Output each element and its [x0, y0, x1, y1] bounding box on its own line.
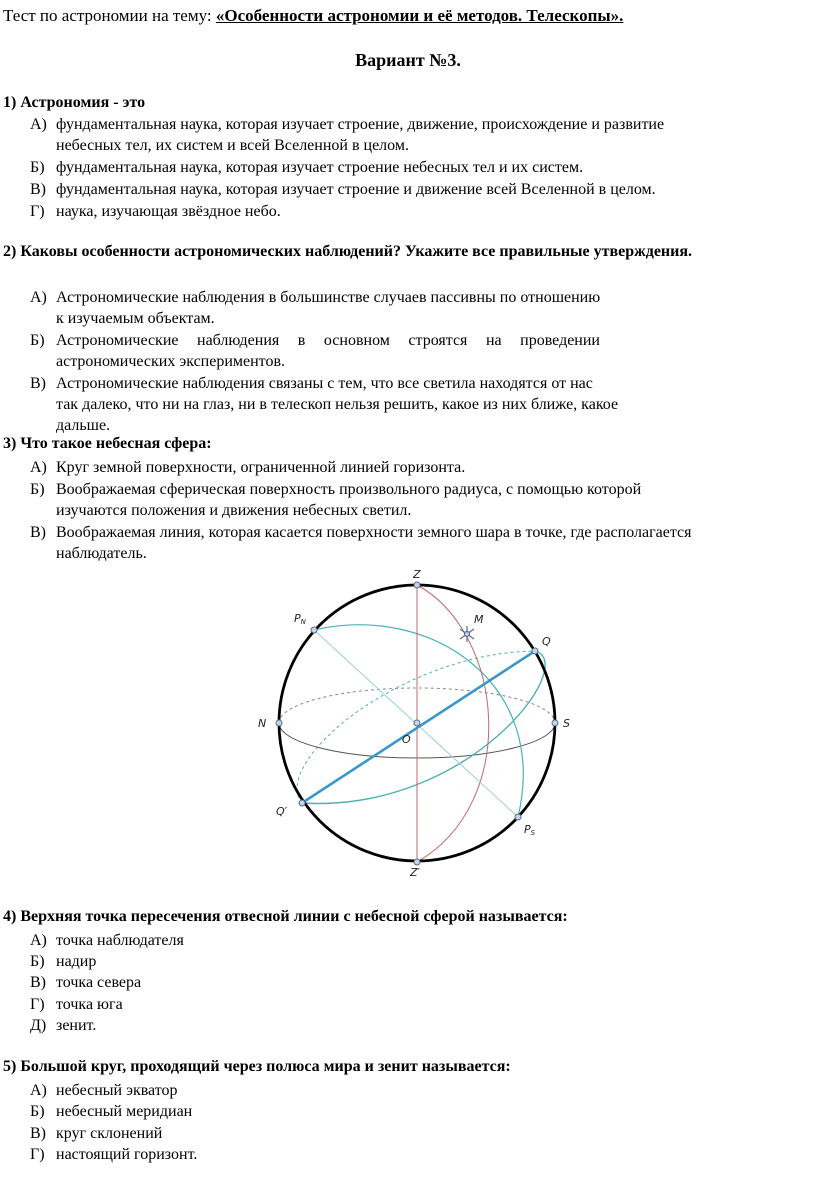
question-4: 4) Верхняя точка пересечения отвесной линии с небесной сферой называется: — [3, 908, 568, 925]
north-pole-point — [311, 627, 317, 633]
answer-option[interactable]: Б) небесный меридиан — [30, 1103, 193, 1120]
eq-bottom-point — [299, 800, 305, 806]
answer-option[interactable]: А) фундаментальная наука, которая изучает строение, движение, происхождение и развитие небесных тел, их систем и всей Вселенной в целом. — [30, 116, 665, 154]
label-eq-bottom: Q′ — [276, 805, 288, 818]
variant-heading: Вариант №3. — [355, 50, 461, 70]
label-north-pole: PN — [294, 612, 306, 626]
question-2: 2) Каковы особенности астрономических наблюдений? Укажите все правильные утверждения. — [3, 243, 693, 260]
answer-option[interactable]: В) фундаментальная наука, которая изучает строение и движение всей Вселенной в целом. — [30, 181, 656, 198]
answer-option[interactable]: Г) наука, изучающая звёздное небо. — [30, 203, 281, 220]
answer-option[interactable]: Г) точка юга — [30, 996, 123, 1013]
celestial-sphere-diagram — [250, 563, 590, 883]
eq-top-point — [532, 648, 538, 654]
label-zenith: Z — [413, 568, 421, 581]
question-1: 1) Астрономия - это — [3, 94, 146, 111]
label-star: M — [474, 613, 484, 626]
answer-option[interactable]: В) точка севера — [30, 974, 142, 991]
answer-option[interactable]: А) точка наблюдателя — [30, 932, 184, 949]
question-5: 5) Большой круг, проходящий через полюса мира и зенит называется: — [3, 1058, 511, 1075]
label-south-pole: PS — [524, 823, 536, 837]
title-topic: «Особенности астрономии и её методов. Телескопы». — [215, 6, 624, 25]
answer-option[interactable]: Г) настоящий горизонт. — [30, 1146, 198, 1163]
test-title — [3, 6, 623, 26]
answer-option[interactable]: А) небесный экватор — [30, 1082, 178, 1099]
answer-option[interactable]: Б) фундаментальная наука, которая изучает строение небесных тел и их систем. — [30, 159, 584, 176]
answer-option[interactable]: А) Астрономические наблюдения в большинстве случаев пассивны по отношению к изучаемым объектам. — [30, 289, 601, 327]
meridian-front-arc — [417, 585, 489, 862]
south-point — [552, 720, 558, 726]
zenith-point — [414, 582, 420, 588]
equator-diameter-line — [302, 651, 535, 803]
answer-option[interactable]: В) круг склонений — [30, 1125, 163, 1142]
answer-option[interactable]: Д) зенит. — [30, 1017, 97, 1034]
answer-option[interactable]: А) Круг земной поверхности, ограниченной линией горизонта. — [30, 459, 466, 476]
label-south: S — [563, 717, 570, 730]
label-center: O — [402, 733, 411, 746]
question-3: 3) Что такое небесная сфера: — [3, 435, 212, 452]
title-prefix: Тест по астрономии на тему: — [3, 6, 216, 25]
label-north: N — [258, 717, 267, 730]
answer-option[interactable]: Б) Астрономические наблюдения в основном строятся на проведении астрономических экспериментов. — [30, 332, 600, 370]
nadir-point — [414, 859, 420, 865]
answer-option[interactable]: Б) Воображаемая сферическая поверхность произвольного радиуса, с помощью которой изучаются положения и движения небесных светил. — [30, 481, 642, 519]
south-pole-point — [515, 814, 521, 820]
answer-option[interactable]: В) Воображаемая линия, которая касается поверхности земного шара в точке, где располагается наблюдатель. — [30, 524, 692, 562]
center-point — [414, 720, 420, 726]
answer-option[interactable]: В) Астрономические наблюдения связаны с тем, что все светила находятся от нас так далеко, что ни на глаз, ни в телескоп нельзя решить, какое из них ближе, какое дальше. — [30, 375, 619, 434]
label-nadir: Z′ — [410, 866, 421, 879]
label-eq-top: Q — [542, 635, 551, 648]
north-point — [276, 720, 282, 726]
answer-option[interactable]: Б) надир — [30, 953, 97, 970]
